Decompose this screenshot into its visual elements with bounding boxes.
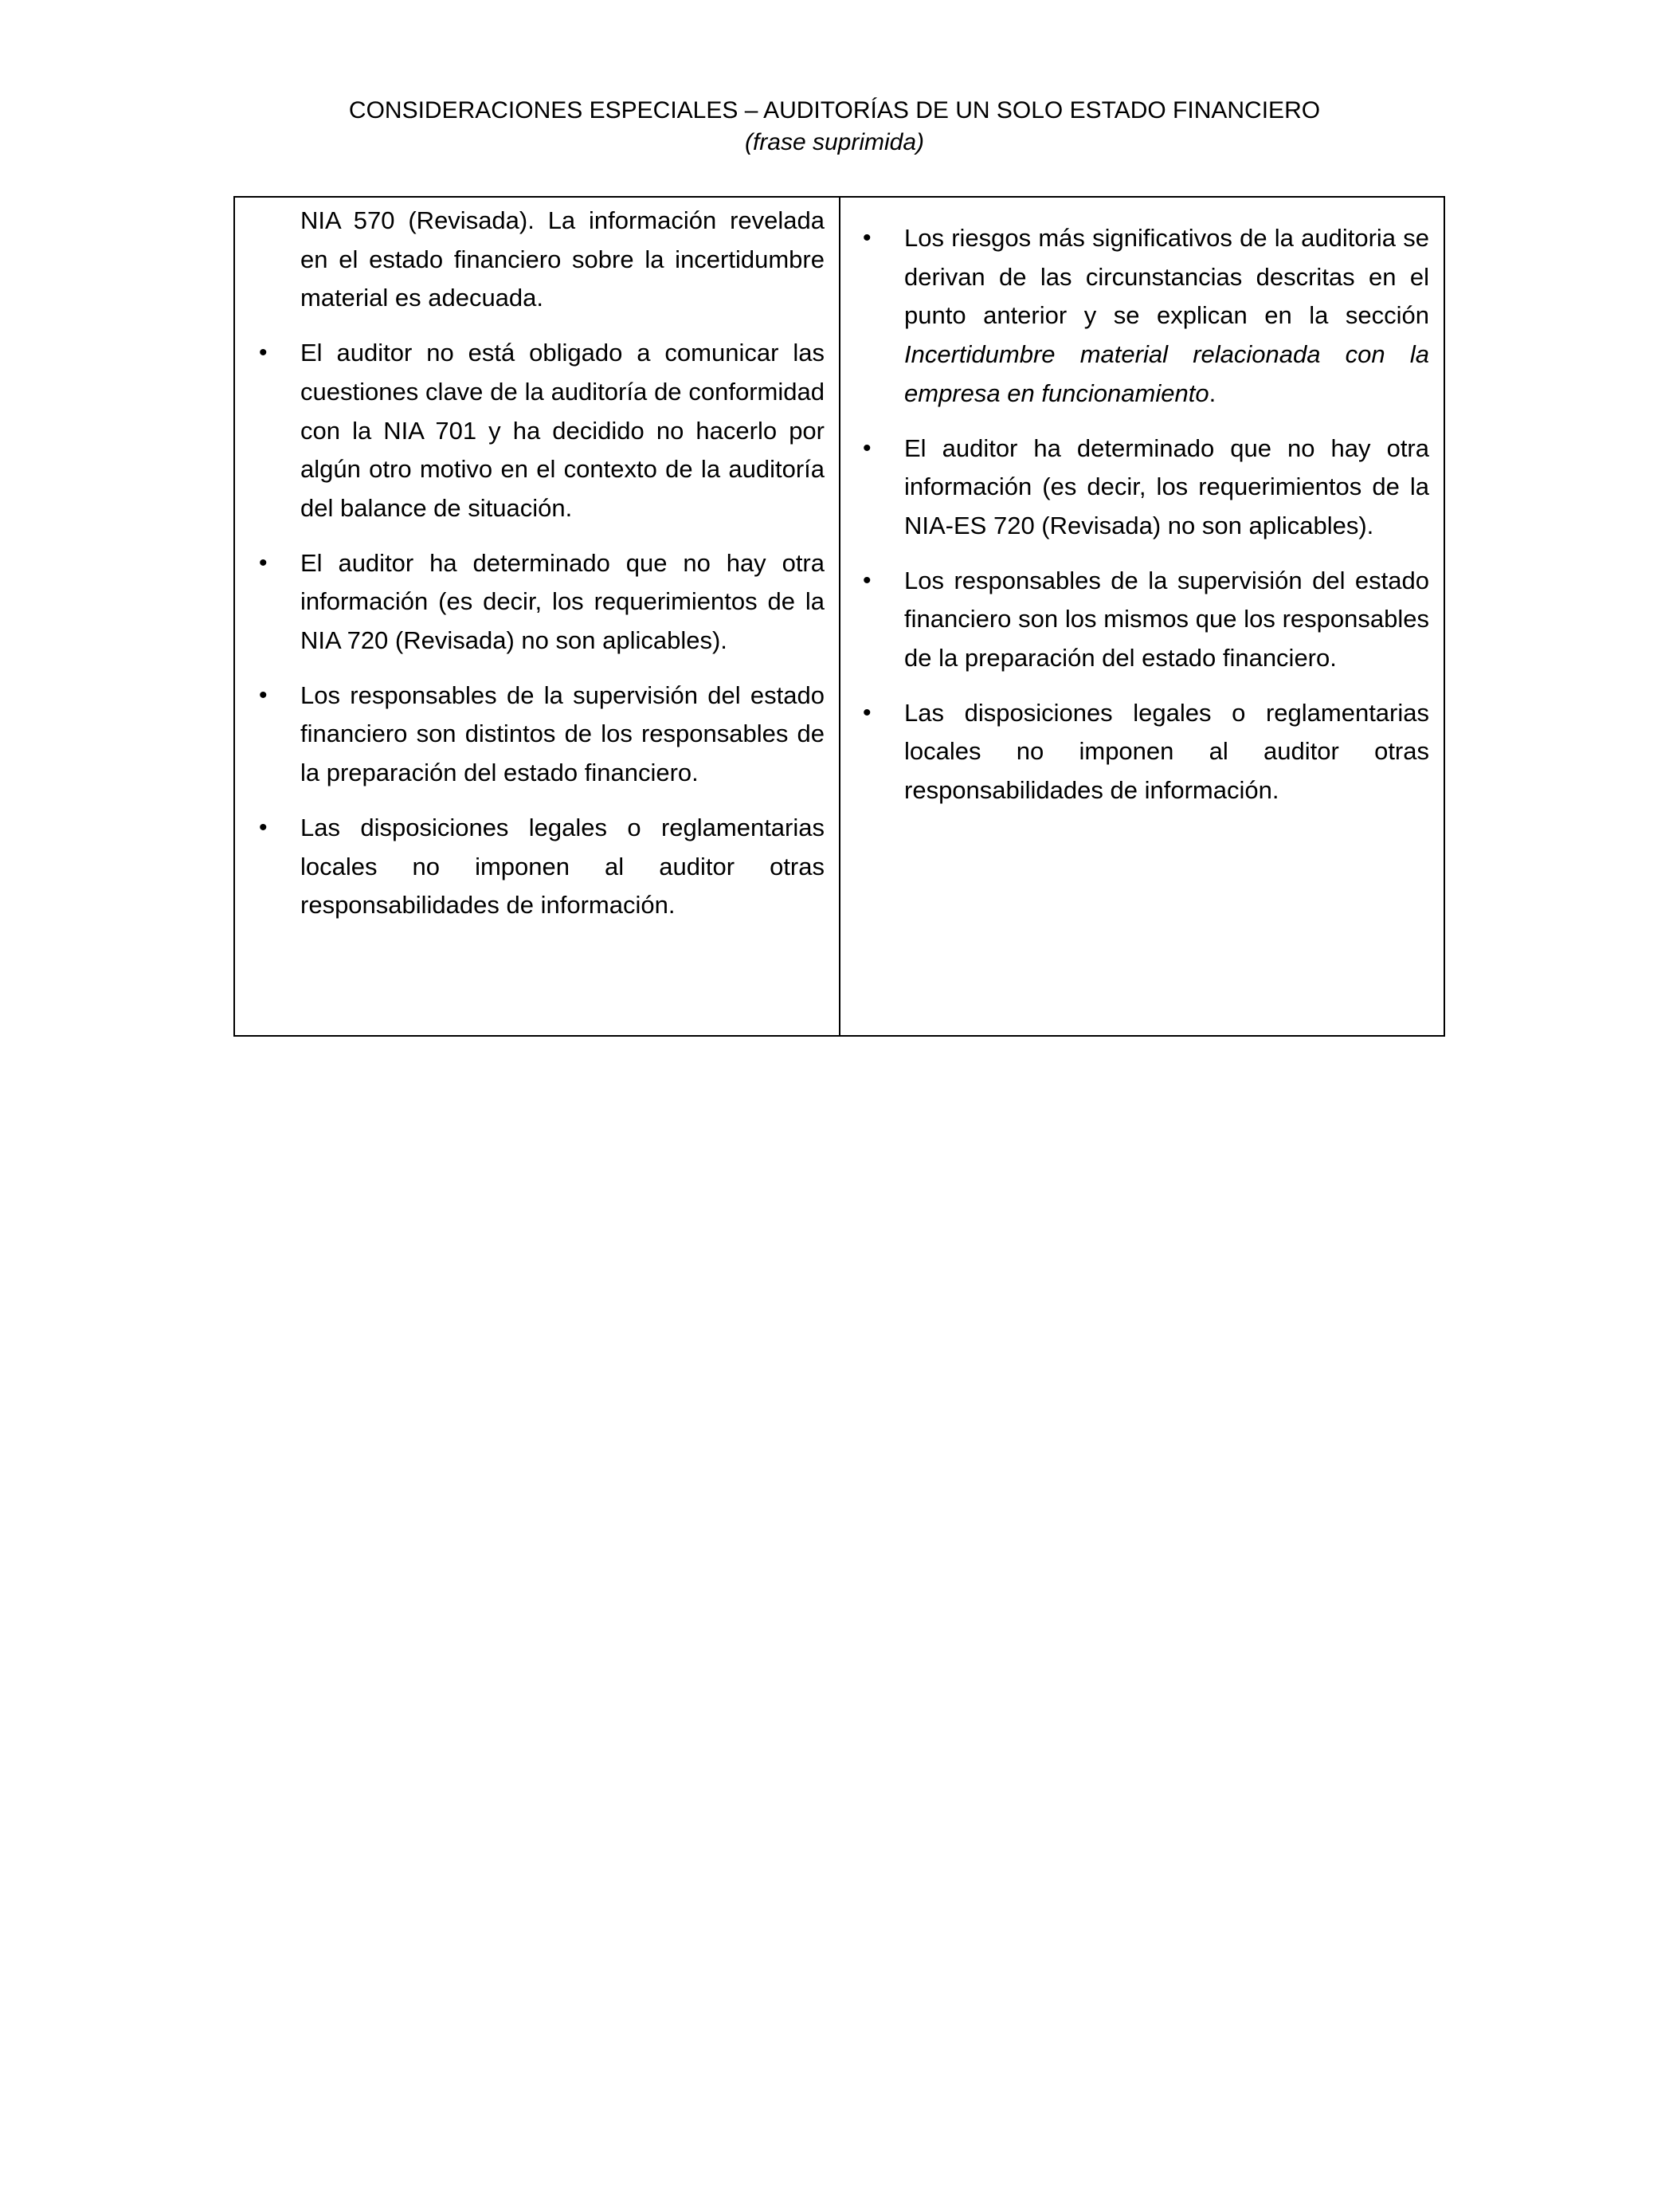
list-item-text: El auditor ha determinado que no hay otra información (es decir, los requerimientos de la NIA 720 (Revisada) no son aplicables).	[300, 548, 825, 655]
list-item	[259, 677, 825, 793]
bullet-icon: •	[259, 549, 268, 576]
bullet-icon: •	[259, 814, 268, 841]
list-item-text	[904, 224, 1429, 407]
bullet-icon: •	[259, 339, 268, 367]
page-subtitle: (frase suprimida)	[744, 129, 925, 155]
list-item-text-part: Los riesgos más significativos de la auditoria se derivan de las circunstancias descritas en el punto anterior y se explican en la sección	[904, 224, 1429, 330]
list-item-text: Las disposiciones legales o reglamentarias locales no imponen al auditor otras responsabilidades de información.	[904, 698, 1429, 805]
list-item-text: El auditor no está obligado a comunicar las cuestiones clave de la auditoría de conformidad con la NIA 701 y ha decidido no hacerlo por algún otro motivo en el contexto de la auditoría del balance de situación.	[300, 339, 825, 522]
list-item	[259, 544, 825, 661]
list-item	[259, 334, 825, 528]
list-item-text: El auditor ha determinado que no hay otra información (es decir, los requerimientos de la NIA-ES 720 (Revisada) no son aplicables).	[904, 433, 1429, 539]
list-item	[863, 429, 1429, 546]
right-column	[840, 198, 1444, 1035]
list-item	[863, 694, 1429, 810]
left-column	[235, 198, 840, 1035]
section-reference: Incertidumbre material relacionada con la empresa en funcionamiento	[904, 340, 1429, 407]
bullet-icon: •	[863, 225, 872, 251]
list-item-text-end: .	[1209, 378, 1216, 407]
page-title: CONSIDERACIONES ESPECIALES – AUDITORÍAS DE UN SOLO ESTADO FINANCIERO	[348, 97, 1321, 124]
list-item-text: Los responsables de la supervisión del estado financiero son los mismos que los responsables de la preparación del estado financiero.	[904, 566, 1429, 673]
content-table	[233, 196, 1445, 1037]
continuation-paragraph: NIA 570 (Revisada). La información revelada en el estado financiero sobre la incertidumbre material es adecuada.	[300, 206, 825, 312]
bullet-icon: •	[863, 567, 872, 594]
bullet-icon: •	[863, 699, 872, 726]
list-item	[259, 809, 825, 925]
bullet-icon: •	[863, 434, 872, 461]
list-item-text: Las disposiciones legales o reglamentarias locales no imponen al auditor otras responsabilidades de información.	[300, 813, 825, 920]
list-item-text: Los responsables de la supervisión del estado financiero son distintos de los responsables de la preparación del estado financiero.	[300, 680, 825, 787]
page-header	[0, 95, 1669, 159]
list-item	[863, 219, 1429, 414]
list-item	[863, 562, 1429, 678]
bullet-icon: •	[259, 681, 268, 708]
